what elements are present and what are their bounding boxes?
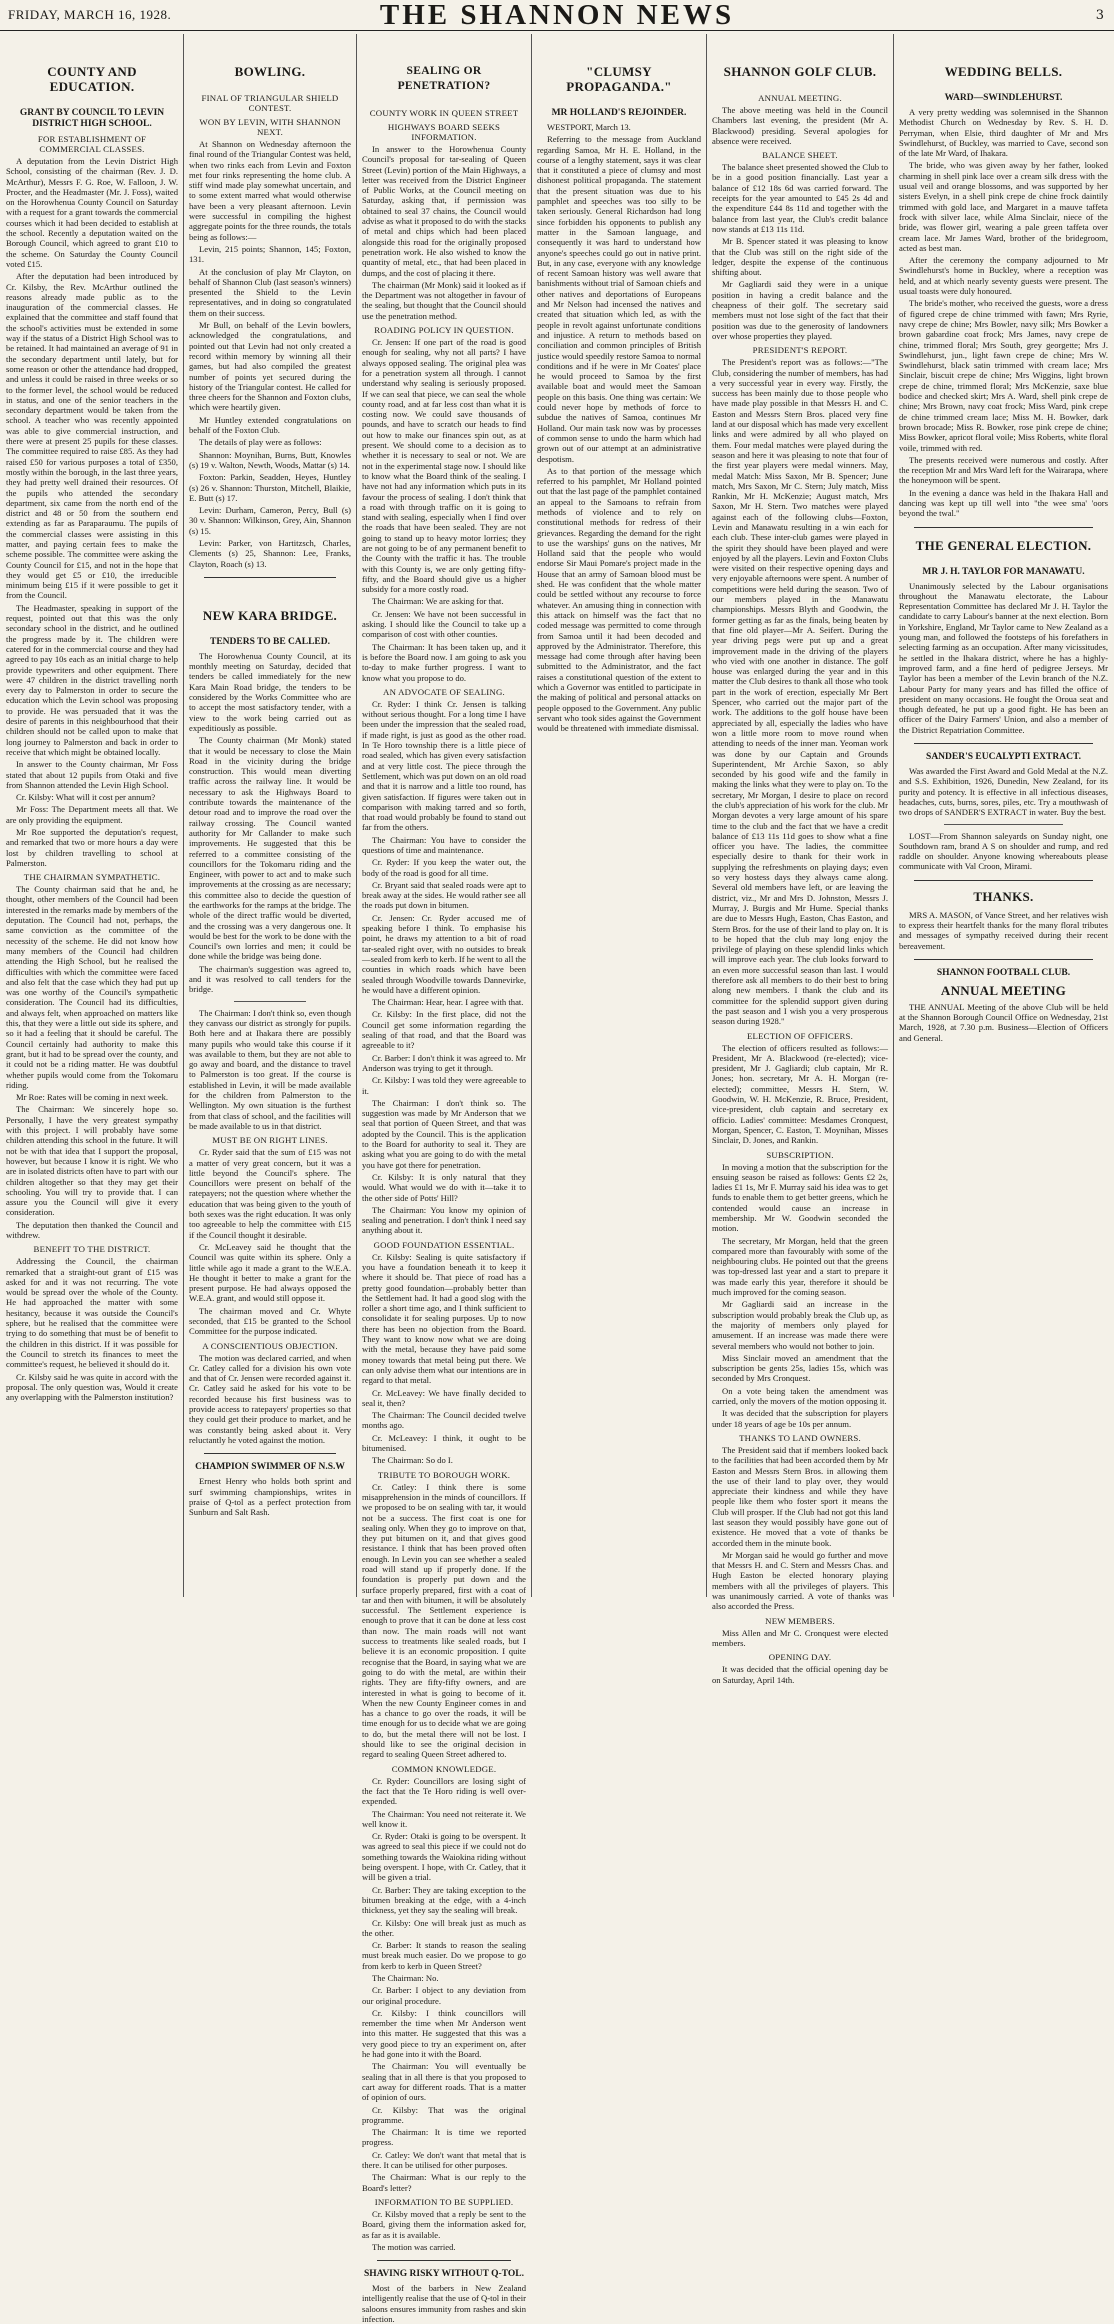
paragraph: Cr. Kilsby: That was the original programme. — [362, 2104, 526, 2125]
subheading: MR HOLLAND'S REJOINDER. — [551, 108, 687, 118]
headline-shaving: SHAVING RISKY WITHOUT Q-TOL. — [364, 2269, 524, 2280]
section-heading: THE CHAIRMAN SYMPATHETIC. — [23, 872, 161, 883]
paragraph: Cr. Jensen: If one part of the road is good enough for sealing, why not all parts? I have always opposed sealing. The original plea was for a penetration system all through. I cannot understand why sealing is seriously proposed. If we can seal that piece, we can seal the whole county road, and at far less cost than what it is costing now. We could save thousands of pounds, and have to scratch our heads to find out how to make our finances spin out, as at present. We should come to a decision as to whether it is necessary to seal or not. We are not in the experimental stage now. I should like to know what the Board think of the sealing. I have not had any information which puts in its favour the process of sealing. I don't think that a road with through traffic on it is going to stand with sealing, especially when I find over the roads that have been sealed. They are not going to stand up to heavy motor lorries; they are not going to be of any permanent benefit to the County with the traffic it has. The trouble with this County is, we are only getting fifty-fifty, and the Board should give us a higher subsidy for a more costly road. — [362, 337, 526, 595]
article-body — [712, 105, 888, 146]
paragraph: The Chairman: I don't think so. The suggestion was made by Mr Anderson that we seal that portion of Queen Street, and that was adopted by the Council. This is the application to the Board for authority to seal it. They are asking what you are going to do with the metal you have got there for penetration. — [362, 1097, 526, 1170]
thanks-notice: MRS A. MASON, of Vance Street, and her relatives wish to express their heartfelt thanks for the many floral tributes and messages of sympathy received during their recent bereavement. — [899, 909, 1108, 951]
headline-sealing: SEALING OR PENETRATION? — [397, 65, 491, 92]
paragraph: Cr. Kilsby: I think councillors will remember the time when Mr Anderson went into this matter. He suggested that this was a very good piece to try an experiment on, after he had gone into it with the Board. — [362, 2007, 526, 2060]
paragraph: The bride's mother, who received the guests, wore a dress of figured crepe de chine trimmed with fawn; Mrs Ryrie, navy crepe de chine; Mrs Bowler, navy silk; Mrs Bowker a brown gabardine coat frock; Mrs James, navy crepe de chine, trimmed floral; Mrs South, grey georgette; Mrs J. Swindlehurst, jun., light fawn crepe de chine; Mrs W. Swindlehurst, black satin trimmed with cream lace; Mrs Sinclair, biscuit crepe de chine; Mrs Wiggins, light brown crepe de chine, trimmed floral; Mrs McKenzie, saxe blue bodice and checked skirt; Mrs A. Ward, shell pink crepe de chine; Mrs Brown, navy coat frock; Miss Ward, pink crepe de chine trimmed cream lace; Miss M. H. Bowker, dark brown brocade; Miss R. Bowker, rose pink crepe de chine; Miss Bowker, apricot floral voile; Miss Roberts, white floral voile, trimmed with red. — [899, 298, 1108, 453]
paragraph: The bride, who was given away by her father, looked charming in shell pink lace over a cream silk dress with the usual veil and orange blossoms, and was supported by her sisters Evelyn, in a shell pink crepe de chine frock daintily trimmed with gold lace, and Margaret in a mauve taffeta frock with silver lace, while Alma Sinclair, niece of the bride, was flower girl, wearing a pale green taffeta over cream lace. Mr James Ward, brother of the bridegroom, acted as best man. — [899, 160, 1108, 253]
paragraph: The chairman (Mr Monk) said it looked as if the Department was not altogether in favour of the sealing, but thought that the Council should use the penetration method. — [362, 279, 526, 321]
advert-body — [189, 1476, 351, 1517]
paragraph: Mr Foss: The Department meets all that. We are only providing the equipment. — [6, 804, 178, 825]
section-heading: OPENING DAY. — [768, 1652, 832, 1663]
headline-golf-club: SHANNON GOLF CLUB. — [723, 64, 877, 79]
paragraph: Miss Allen and Mr C. Cronquest were elected members. — [712, 1627, 888, 1648]
article-body — [899, 581, 1108, 735]
article-body — [189, 139, 351, 569]
paragraph: The Chairman: What is our reply to the Board's letter? — [362, 2172, 526, 2193]
paragraph: The President's report was as follows:—"The Club, considering the number of members, has had a very successful year in every way. Firstly, the success has been mainly due to those people who have made play possible in that Messrs H. and C. Easton and Messrs Stern Bros. placed very fine land at our disposal which has made very excellent links and were admired by all who played on them. Four medal matches were played during the season and here it was pleasing to note that four of the first year players were medal winners. May, medal Match: Miss Saxon, Mr B. Spencer; June match, Mrs Saxon, Mr C. Stern; July match, Miss Rankin, Mr H. McKenzie; August match, Mrs Saxon, Mr H. Stern. Two matches were played against each of the following clubs—Foxton, Levin and Manawatu resulting in a win each for each club. These inter-club games were played in the spirit they should have been played and were enjoyed by all the players. Levin and Foxton Clubs were visited on their respective opening days and very enjoyable afternoons were spent. A number of competitions were held during the season. Two of our members played in the Manawatu championships. Messrs Blyth and Goodwin, the former getting as far as the finals, being beaten by that fine old player—Mr A. Seifert. During the year driving pegs were put up and a great improvement made in the driving of the players who vied with one another in distance. The golf house was enlarged during the year and in this matter the Club desires to thank all those who took part in the work of erection, especially Mr Bert Spencer, who carried out the major part of the work. The additions to the golf house have been appreciated by all, especially the ladies who have won a little more room to move round when attending to needs of the inner man. Yeoman work was done by our Captain and Grounds Superintendent, Mr Archie Saxon, so ably seconded by his good wife and the family in making the links what they were to play on. To the secretary, Mr Morgan, I desire to place on record the club's appreciation of his work for the club. Mr Morgan devotes a very large amount of his spare time to the club and the fact that we have a credit balance of £13 11s 11d goes to show what a fine officer you have. The ladies, the committee especially desire to thank for their work in supplying the refreshments on playing days; even so very hostess days they always came along. Several old members have left, or are leaving the district, viz., Mr and Mrs D. Johnston, Messrs J. Murray, J. Burgis and Mr Hume. Special thanks are due to Messrs Hugh, Easton, Chas Easton, and Stern Bros. for the use of their land to play on. It is to be hoped that the club may long enjoy the privilege of playing on these splendid links which will improve each year. The club looks forward to an even more successful season than last. I would therefore ask all members to do their best to bring along new members. I thank the club and its committee for the splendid support given during the past season and I wish you a very prosperous season during 1928." — [712, 357, 888, 1027]
subheading: MR J. H. TAYLOR FOR MANAWATU. — [922, 566, 1085, 577]
subheading: ANNUAL MEETING. — [758, 93, 842, 103]
paragraph: Cr. McLeavey said he thought that the Council was quite within its sphere. Only a little while ago it made a grant to the W.E.A. He thought it better to make a grant for the present purpose. He had always opposed the W.E.A. grant, and would still oppose it. — [189, 1241, 351, 1304]
paragraph: Cr. McLeavey: We have finally decided to seal it, then? — [362, 1387, 526, 1408]
paragraph: Cr. Ryder said that the sum of £15 was not a matter of very great concern, but it was a little beyond the Council's sphere. The Councillors were present on behalf of the ratepayers; not the question where whether the education that was being given to the youth of both sexes was the right education. It was only too agreeable to help the committee with £15 if the Council thought it desirable. — [189, 1147, 351, 1240]
paragraph: In moving a motion that the subscription for the ensuing season be raised as follows: Gents £2 2s, ladies £1 1s, Mr F. Murray said his idea was to get funds to enable them to get better greens, which he contended would cause an increase in membership. Mr W. Goodwin seconded the motion. — [712, 1161, 888, 1234]
section-heading: INFORMATION TO BE SUPPLIED. — [374, 2196, 514, 2207]
paragraph: A very pretty wedding was solemnised in the Shannon Methodist Church on Wednesday by Rev. S. H. D. Perryman, when Elsie, third daughter of Mr and Mrs Swindlehurst, of Buckley, was married to Cave, second son of the late Mr Ward, of Ihakara. — [899, 107, 1108, 159]
paragraph: Foxton: Parkin, Seadden, Heyes, Huntley (s) 26 v. Shannon: Thurston, Mitchell, Blaikie, E. Butt (s) 17. — [189, 472, 351, 503]
section-heading: ROADING POLICY IN QUESTION. — [374, 325, 514, 336]
column-rule — [706, 34, 707, 1597]
column-sealing — [362, 36, 526, 2324]
paragraph: The Headmaster, speaking in support of the request, pointed out that this was the only secondary school in the district, and he outlined the progress made by it. The children were catered for in the commercial course and they had agreed to pay 10s each as an initial charge to help provide typewriters and other equipment. There were 47 children in the district travelling north every day to Palmerston in order to secure the education which the Levin school was proposing to provide. He was persuaded that it was the desire of parents in this neighbourhood that their children should not be called upon to make that long journey to Palmerston and back in order to receive that which might be obtained locally. — [6, 602, 178, 757]
paragraph: It was decided that the subscription for players under 18 years of age be 10s per annum. — [712, 1408, 888, 1429]
subheading: FOR ESTABLISHMENT OF COMMERCIAL CLASSES. — [37, 134, 147, 154]
paragraph: Cr. Kilsby: What will it cost per annum? — [16, 792, 156, 803]
subheading: GRANT BY COUNCIL TO LEVIN DISTRICT HIGH SCHOOL. — [19, 108, 165, 129]
article-body — [712, 162, 888, 341]
issue-date: FRIDAY, MARCH 16, 1928. — [8, 7, 172, 22]
article-body — [712, 1664, 888, 1685]
section-heading: MUST BE ON RIGHT LINES. — [212, 1135, 328, 1146]
paragraph: The Chairman: It has been taken up, and it is before the Board now. I am going to ask you to-day to make further progress. I want to know what you propose to do. — [362, 641, 526, 683]
paragraph: Cr. Ryder: If you keep the water out, the body of the road is good for all time. — [362, 857, 526, 878]
article-body — [189, 1353, 351, 1446]
lost-notice: LOST—From Shannon saleyards on Sunday night, one Southdown ram, brand A S on shoulder and rump, and red raddle on shoulder. Anyone knowing whereabouts please communicate with Val Croon, Mirami. — [899, 830, 1108, 872]
column-golf-club — [712, 36, 888, 1685]
paragraph: In the evening a dance was held in the Ihakara Hall and dancing was kept up till well into "the wee sma' 'oors beyond the twal." — [899, 487, 1108, 519]
paragraph: The motion was carried. — [372, 2241, 456, 2252]
section-heading: BENEFIT TO THE DISTRICT. — [33, 1244, 151, 1255]
paragraph: In answer to the Horowhenua County Council's proposal for tar-sealing of Queen Street (Levin) portion of the Main Highways, a letter was received from the District Engineer of Public Works, at the Council meeting on Saturday, asking that, if permission was obtained to seal 37 chains, the Council would advise as what it proposed to do with the stacks of metal and chips which had been placed alongside this road for the originally proposed penetration work. He also wished to know the quantity of metal, etc., that had been placed in dumps, and the cost of placing it there. — [362, 144, 526, 278]
paragraph: The Chairman: You have to consider the questions of time and maintenance. — [362, 834, 526, 855]
paragraph: The presents received were numerous and costly. After the reception Mr and Mrs Ward left for the Wairarapa, where the honeymoon will be spent. — [899, 454, 1108, 486]
article-body — [362, 1776, 526, 2193]
paragraph: After the ceremony the company adjourned to Mr Swindlehurst's home in Buckley, where a reception was held, and at which nearly seventy guests were present. The usual toasts were duly honoured. — [899, 255, 1108, 297]
article-body — [712, 1628, 888, 1649]
paragraph: The motion was declared carried, and when Cr. Catley called for a division his own vote and that of Cr. Jensen were recorded against it. Cr. Catley said he asked for his vote to be recorded because his first business was to provide access to ratepayers' properties so that they could get their produce to market, and he was constantly being asked about it. Very reluctantly he voted against the motion. — [189, 1352, 351, 1445]
paragraph: Mr Gagliardi said they were in a unique position in having a credit balance and the cheapness of their golf. The secretary said members must not lose sight of the fact that their position was due to the generosity of landowners over whose properties they played. — [712, 279, 888, 341]
paragraph: Mr Huntley extended congratulations on behalf of the Foxton Club. — [189, 414, 351, 436]
section-heading: GOOD FOUNDATION ESSENTIAL. — [373, 1239, 515, 1250]
paragraph: The secretary, Mr Morgan, held that the green compared more than favourably with some of the neighbouring clubs. He pointed out that the greens was top-dressed last year and a start to prepare it was made early this year, therefore it should be much improved for the coming season. — [712, 1235, 888, 1298]
section-heading: BALANCE SHEET. — [762, 150, 838, 161]
paragraph: Cr. Barber: I object to any deviation from our original procedure. — [362, 1985, 526, 2006]
paragraph: The deputation then thanked the Council and withdrew. — [6, 1219, 178, 1240]
article-body — [712, 1162, 888, 1429]
paragraph: The Chairman: You will eventually be sealing that in all there is that you proposed to cart away for different roads. That is a matter of opinion of ours. — [362, 2061, 526, 2103]
headline-county-education: COUNTY AND EDUCATION. — [47, 64, 137, 94]
paragraph: Cr. McLeavey: I think, it ought to be bitumenised. — [362, 1432, 526, 1454]
page-number: 3 — [1095, 8, 1104, 23]
paragraph: Mr Bull, on behalf of the Levin bowlers, acknowledged the congratulations, and pointed out that Levin had not only created a record within memory by winning all their games, but had also compiled the greatest number of points yet secured during the history of the Triangular contest. He called for three cheers for the Shannon and Foxton clubs, which were heartily given. — [189, 320, 351, 413]
article-body — [189, 1147, 351, 1336]
paragraph: Addressing the Council, the chairman remarked that a straight-out grant of £15 was asked for and it was not recurring. The vote would be spread over the whole of the County. He had approached the matter with some hesitancy, because it was outside the Council's sphere, but he realised that the committee were trying to do something that must be of benefit to the children in this district. If it was possible for the Council to stretch its finances to meet the committee's request, he believed it should do it. — [6, 1256, 178, 1370]
paragraph: At Shannon on Wednesday afternoon the final round of the Triangular Contest was held, when two rinks each from Levin and Foxton met four rinks representing the home club. A stiff wind made play somewhat uncertain, and to some extent marred what would otherwise have been a very pleasant afternoon. Levin were successful in compiling the highest aggregate points for the three rounds, the totals being as follows:— — [189, 139, 351, 242]
article-body — [362, 2209, 526, 2252]
headline-kara-bridge: NEW KARA BRIDGE. — [202, 607, 338, 623]
paragraph: The Chairman: You need not reiterate it. We well know it. — [362, 1808, 526, 1829]
article-body — [6, 156, 178, 868]
column-rule — [893, 34, 894, 1597]
paragraph: In answer to the County chairman, Mr Foss stated that about 12 pupils from Otaki and five from Shannon attended the Levin High School. — [6, 759, 178, 790]
headline-champion-swimmer: CHAMPION SWIMMER OF N.S.W — [195, 1462, 345, 1473]
advert-body — [362, 2283, 526, 2324]
paragraph: Cr. Kilsby: I was told they were agreeable to it. — [362, 1075, 526, 1096]
section-heading: A CONSCIENTIOUS OBJECTION. — [202, 1340, 338, 1351]
headline-clumsy-propaganda: "CLUMSY PROPAGANDA." — [566, 64, 672, 94]
article-body — [712, 1043, 888, 1146]
paragraph: The Chairman: We sincerely hope so. Personally, I have the very greatest sympathy with this project. I will probably have some children attending this school in the future. It will not be with that idea that I support the proposal, however, but because I know it is right. We who are in isolated districts often have to part with our children altogether so that they may get their schooling. You will try to provide that. I can assure you the Council will give it every consideration. — [6, 1104, 178, 1218]
paragraph: Cr. Ryder: Otaki is going to be overspent. It was agreed to seal this piece if we could not do something towards the Waiokina riding without being overspent. I hope, with Cr. Catley, that it will be given a trial. — [362, 1831, 526, 1883]
paragraph: Cr. Kilsby said he was quite in accord with the proposal. The only question was, Would it create any overlapping with the Palmerston institution? — [6, 1371, 178, 1403]
paragraph: Mr Morgan said he would go further and move that Messrs H. and C. Stern and Messrs Chas. and Hugh Easton be elected honorary playing members with all the privileges of players. This was unanimously carried. A vote of thanks was also accorded the Press. — [712, 1549, 888, 1612]
paragraph: The Chairman: You know my opinion of sealing and penetration. I don't think I need say anything about it. — [362, 1204, 526, 1236]
section-heading: SUBSCRIPTION. — [766, 1149, 834, 1160]
paragraph: Was awarded the First Award and Gold Medal at the N.Z. and S.S. Exhibition, 1926, Dunedin, New Zealand, for its purity and potency. It is effective in all infectious diseases, headaches, cuts, burns, sores, piles, etc. Try a mouthwash of two drops of SANDER'S EXTRACT in water. Buy the best. — [899, 766, 1108, 818]
column-rule — [183, 34, 184, 1597]
headline-football-club: SHANNON FOOTBALL CLUB. — [936, 967, 1071, 978]
paragraph: Cr. Kilsby: In the first place, did not the Council get some information regarding the sealing of that road, and that the Board was agreeable to it? — [362, 1009, 526, 1051]
section-heading: THANKS TO LAND OWNERS. — [739, 1432, 861, 1443]
paragraph: Shannon: Moynihan, Burns, Butt, Knowles (s) 19 v. Walton, Newth, Woods, Mattar (s) 14. — [189, 449, 351, 470]
article-body — [362, 1482, 526, 1760]
paragraph: The President said that if members looked back to the facilities that had been accorded them by Mr Easton and Messrs Stern Bros. in allowing them the use of their land to play over, they would appreciate their kindness and while they have people like them who foster sport it means the Club will prosper. If the Club had not got this land last season they would possibly have gone out of existence. He moved that a vote of thanks be accorded them in the minute book. — [712, 1444, 888, 1548]
paragraph: Levin, 215 points; Shannon, 145; Foxton, 131. — [189, 243, 351, 265]
paragraph: The chairman moved and Cr. Whyte seconded, that £15 be granted to the School Committee for the purpose indicated. — [189, 1305, 351, 1337]
paragraph: Cr. Kilsby moved that a reply be sent to the Board, giving them the information asked for, as far as it is available. — [362, 2208, 526, 2240]
column-county-education — [6, 36, 178, 1597]
section-heading: TRIBUTE TO BOROUGH WORK. — [377, 1469, 511, 1480]
paragraph: The chairman's suggestion was agreed to, and it was resolved to call tenders for the bridge. — [189, 963, 351, 995]
paragraph: The above meeting was held in the Council Chambers last evening, the president (Mr A. Blackwood) presiding. Several apologies for absence were received. — [712, 105, 888, 146]
paragraph: Ernest Henry who holds both sprint and surf swimming championships, writes in praise of Q-tol as a perfect protection from Sunburn and Salt Rash. — [189, 1476, 351, 1518]
article-body — [6, 1256, 178, 1402]
article-body — [362, 337, 526, 683]
section-heading: COMMON KNOWLEDGE. — [391, 1763, 497, 1774]
headline-thanks: THANKS. — [973, 888, 1034, 904]
headline-general-election: THE GENERAL ELECTION. — [915, 537, 1092, 553]
section-heading: AN ADVOCATE OF SEALING. — [383, 686, 505, 697]
article-body — [537, 122, 701, 734]
masthead — [0, 0, 1114, 31]
subheading: WARD—SWINDLEHURST. — [944, 93, 1063, 103]
column-rule — [356, 34, 357, 1597]
paragraph: At the conclusion of play Mr Clayton, on behalf of Shannon Club (last season's winners) presented the Shield to the Levin representatives, and in doing so congratulated them on their success. — [189, 266, 351, 318]
paragraph: The Chairman: It is time we reported progress. — [362, 2127, 526, 2148]
paragraph: Cr. Kilsby: It is only natural that they would. What would we do with it—take it to the other side of Potts' Hill? — [362, 1171, 526, 1203]
paragraph: The Chairman: So do I. — [372, 1455, 453, 1466]
paragraph: Mr Roe: Rates will be coming in next week. — [16, 1092, 169, 1103]
advert-body — [899, 766, 1108, 817]
column-bowling — [189, 36, 351, 1597]
paragraph: Levin: Durham, Cameron, Percy, Bull (s) 30 v. Shannon: Wilkinson, Grey, Ain, Shannon (s) 15. — [189, 505, 351, 536]
article-body — [6, 884, 178, 1240]
paragraph: Cr. Catley: We don't want that metal that is there. It can be utilised for other purposes. — [362, 2149, 526, 2171]
article-body — [899, 107, 1108, 519]
paragraph: WESTPORT, March 13. — [547, 122, 631, 132]
article-body — [712, 1445, 888, 1612]
section-heading: NEW MEMBERS. — [765, 1615, 835, 1626]
paragraph: The Horowhenua County Council, at its monthly meeting on Saturday, decided that tenders be called immediately for the new Kara Main Road bridge, the tenders to be considered by the Works Committee who are to accept the most satisfactory tender, with a view to the work being carried out as expeditiously as possible. — [189, 650, 351, 733]
paragraph: It was decided that the official opening day be on Saturday, April 14th. — [712, 1664, 888, 1685]
paragraph: Cr. Bryant said that sealed roads were apt to break away at the sides. He would rather see all the roads put down in bitumen. — [362, 879, 526, 911]
subheading: WON BY LEVIN, WITH SHANNON NEXT. — [199, 117, 341, 137]
column-rule — [531, 34, 532, 1597]
paragraph: The balance sheet presented showed the Club to be in a good position financially. Last year a balance of £12 18s 6d was carried forward. The receipts for the year amounted to £45 2s 4d and the expenditure £44 8s 11d and together with the balance from last year, the Club's credit balance now stands at £13 11s 11d. — [712, 162, 888, 234]
paragraph: Mr Gagliardi said an increase in the subscription would probably break the Club up, as the majority of members only played for amusement. If an increase was made there were several members who would not bother to join. — [712, 1299, 888, 1351]
paragraph: A deputation from the Levin District High School, consisting of the chairman (Rev. J. D. McArthur), Messrs F. G. Roe, W. Falloon, J. W. Procter, and the Headmaster (Mr. J. Foss), waited on the Horowhenua County Council on Saturday with a request for a grant towards the commercial courses which it had been decided to establish at the school. Recently a deputation waited on the Borough Council, which agreed to grant £10 to the scheme. On Saturday the County Council voted £15. — [6, 156, 178, 269]
section-heading: ELECTION OF OFFICERS. — [746, 1030, 854, 1041]
paragraph: The Chairman: We are asking for that. — [372, 596, 504, 607]
column-wedding-bells — [899, 36, 1108, 1597]
paragraph: The details of play were as follows: — [199, 437, 322, 448]
article-body — [362, 1252, 526, 1466]
article-body — [189, 651, 351, 995]
paragraph: The Chairman: No. — [372, 1972, 439, 1983]
paragraph: Levin: Parker, von Hartitzsch, Charles, Clements (s) 25, Shannon: Lee, Franks, Clayton, Roach (s) 13. — [189, 537, 351, 569]
paragraph: As to that portion of the message which referred to his pamphlet, Mr Holland pointed out that the last page of the pamphlet contained an appeal to the Samoans to refrain from methods of violence and to rely on constitutional methods for redress of their grievances. Regarding the demand for the right to use the warships' guns on the natives, Mr Holland said that the people who would endorse Sir Maui Pomare's project made in the House that an army of Samoan blood must be shed. He was confident that the whole matter could be settled without any recourse to force whatever. An amusing thing in connection with this attack on himself was the fact that no coded message was permitted to come through from Samoa until it had been decoded and approved by the Administrator. Therefore, this message had come through after having been submitted to the Administrator, and the fact raises a constitutional question of the extent to which a Governor was entitled to participate in the making of political and personal attacks on people opposed to the Government. Any public servant who took sides against the Government would be threatened with immediate dismissal. — [537, 465, 701, 734]
paragraph: Miss Sinclair moved an amendment that the subscription be gents 25s, ladies 15s, which was seconded by Mrs Cronquest. — [712, 1352, 888, 1384]
paragraph: The Chairman: The Council decided twelve months ago. — [362, 1410, 526, 1431]
paragraph: Most of the barbers in New Zealand intelligently realise that the use of Q-tol in their saloons ensures immunity from rashes and skin infection. — [362, 2283, 526, 2324]
paragraph: The County chairman said that he and, he thought, other members of the Council had been interested in the remarks made by members of the deputation. The Council had not, perhaps, the same conviction as the committee of the necessity of the scheme. He did not know how many members of the Council had children attending the High School, but he realised the difficulties with which the committee were faced and also felt that the case which they had put up was one worthy of the Council's sympathetic consideration. The Council had its difficulties, and always felt, when approached on matters like this, that they were a little out side its sphere, and so it had a feeling that it should be careful. The Council certainly had authority to make this grant, but it had to be spread over the county, and it could not be a riding matter. He was doubtful whether pupils would come from the Tokomaru riding. — [6, 884, 178, 1090]
article-body — [362, 144, 526, 321]
subheading: COUNTY WORK IN QUEEN STREET — [369, 108, 519, 118]
newspaper-title: THE SHANNON NEWS — [379, 0, 735, 31]
headline-sanders-extract: SANDER'S EUCALYPTI EXTRACT. — [926, 752, 1081, 763]
football-annual-meeting: ANNUAL MEETING — [940, 982, 1067, 998]
section-heading: PRESIDENT'S REPORT. — [752, 345, 848, 356]
paragraph: The County chairman (Mr Monk) stated that it would be necessary to close the Main Road in the vicinity during the bridge construction. This would mean diverting traffic across the railway line. It would be necessary to ask the Highways Board to contribute towards the maintenance of the detour road and to improve the road over the railway crossing. The Council wanted authority for Mr Callander to make such improvements. He suggested that this be referred to a committee consisting of the councillors for the Tokomaru riding and the Engineer, with power to act and to make such improvements at the crossing as are necessary; this committee also to decide the question of the earthworks for the ramps at the bridge. The whole of the direct traffic would be diverted, and the crossing was a very dangerous one. It would be best for the work to be done with the Council's own lorries and men; it could be done while the bridge was being done. — [189, 735, 351, 962]
paragraph: Mr B. Spencer stated it was pleasing to know that the Club was still on the right side of the ledger, despite the expense of the continuous shifting about. — [712, 236, 888, 278]
paragraph: Referring to the message from Auckland regarding Samoa, Mr H. E. Holland, in the course of a lengthy statement, says it was clear that it constituted a piece of clumsy and most dishonest political propaganda. The statement that the present situation was due to his pamphlet and speeches was too silly to be taken seriously. General Richardson had long since forbidden his opponents to publish any matter in the Samoan language, and consequently it was hard to understand how anyone's speeches could go out in native print. But, in any case, everyone with any knowledge of recent Samoan history was well aware that banishments without trial of Samoan chiefs and other natives and deportations of Europeans and Mr Nelson had incensed the natives and created that situation which led, as with the people in revolt against unfortunate conditions and injustice. A return to methods based on conciliation and common principles of British justice would speedily restore Samoa to normal conditions and if he were in Mr Coates' place he would proceed to Samoa by the first available boat and would meet the Samoan people on this basis. One thing was certain: We could never hope by methods of force to subdue the natives of Samoa, continues Mr Holland. Our main task now was by processes of common sense to undo the harm which had grown out of our attempt at an administrative despotism. — [537, 134, 701, 464]
paragraph: The Chairman: I don't think so, even though they canvass our district as strongly for pupils. Both here and at Ihakara there are possibly many pupils who would take this course if it was available to them, but they are not able to go away and board, and the distance to travel to Palmerston is too great. If the course is established in Levin, it will be made available for the children from Palmerston to the Wellington. My own situation is the furthest from that class of school, and the facilities will be made available to us in that district. — [189, 1007, 351, 1131]
paragraph: Cr. Jensen: We have not been successful in asking. I should like the Council to take up a comparison of cost with other counties. — [362, 608, 526, 640]
paragraph: Cr. Barber: They are taking exception to the bitumen breaking at the edge, with a 4-inch thickness, yet they say the sealing will break. — [362, 1884, 526, 1916]
paragraph: Cr. Catley: I think there is some misapprehension in the minds of councillors. If we proposed to be on sealing with tar, it would not be a success. The first coat is one for sealing only. When they go to improve on that, they put bitumen on it, and that gives good resistance. I think that has been proved often enough. In Levin you can see whether a sealed road will stand up if properly done. If the foundation is properly put down and the surface properly prepared, first with a coat of tar and then with bitumen, it will be absolutely successful. The Settlement experience is enough to prove that it can be done at less cost than now. The main roads will not want success to treatments like sealed roads, but I believe it is an economic proposition. I quite recognise that the Board, in saying what we are going to do with the metal, are within their rights. They are fifty-fifty owners, and are interested in what is going to become of it. When the new County Engineer comes in and has a chance to go over the roads, it will be time enough for us to decide what we are going to do, but the metal there will not be lost. I should like to see the original decision in regard to sealing Queen Street adhered to. — [362, 1481, 526, 1760]
article-body — [712, 357, 888, 1026]
headline-bowling: BOWLING. — [234, 64, 306, 79]
football-notice: THE ANNUAL Meeting of the above Club will be held at the Shannon Borough Council Office on Wednesday, 21st March, 1928, at 7.30 p.m. Business—Election of Officers and General. — [899, 1001, 1108, 1043]
paragraph: Cr. Barber: It stands to reason the sealing must break much easier. Do we propose to go from kerb to kerb in Queen Street? — [362, 1940, 526, 1971]
paragraph: Cr. Barber: I don't think it was agreed to. Mr Anderson was trying to get it through. — [362, 1052, 526, 1073]
paragraph: After the deputation had been introduced by Cr. Kilsby, the Rev. McArthur outlined the reasons already made public as to the inauguration of the commercial classes. He explained that the committee and staff found that the school's activities must be extended in some way if the status of a District High School was to be retained. It had maintained an average of 91 in the secondary department until lately, but for some reason or other the attendance had dropped, and unless it could be raised in three weeks or so to the former level, the school would be reduced in status, and one of the senior teachers in the secondary department would be taken from the school. A teacher who was recently appointed was able to give commercial instruction, and there were at present 25 pupils for these classes. The committee required to raise £85. As they had raised £50 for various purposes a total of £350, mostly within the borough, in the last three years, they had pretty well drained their resources. Of the pupils who attended the secondary department, six came from the north end of the district and 48 or 50 from the southern end extending as far as Paraparaumu. The pupils of the commercial classes were assisting in this matter, and paying certain fees to make the scheme possible. The committee were asking the County Council for £15, and not in the hope that they would get £5 or £10, the irreducible minimum being £15 if it were possible to get it from the Council. — [6, 271, 178, 601]
paragraph: Cr. Ryder: Councillors are losing sight of the fact that the Te Horo riding is well over-expended. — [362, 1775, 526, 1807]
subheading: FINAL OF TRIANGULAR SHIELD CONTEST. — [201, 93, 339, 113]
article-body — [189, 1008, 351, 1132]
subheading: TENDERS TO BE CALLED. — [209, 636, 331, 647]
paragraph: On a vote being taken the amendment was carried, only the movers of the motion opposing it. — [712, 1385, 888, 1407]
headline-wedding-bells: WEDDING BELLS. — [944, 64, 1063, 79]
paragraph: Cr. Ryder: I think Cr. Jensen is talking without serious thought. For a long time I have been under the impression that the sealed road, if made right, is just as good as the other road. In Te Horo township there is a little piece of road sealed, which has given every satisfaction and at very little cost. The piece through the Settlement, which was put down on an old road and that it is narrow and a little too round, has given satisfaction. If figures were taken out in comparison with making tarred and so forth, that road would probably be found to stand out far from the others. — [362, 698, 526, 833]
paragraph: Unanimously selected by the Labour organisations throughout the Manawatu electorate, the Labour Representation Committee has declared Mr J. H. Taylor the candidate to carry Labour's banner at the next election. Born in Yorkshire, England, Mr Taylor came to New Zealand as a young man, and followed the footsteps of his forefathers in selecting farming as an occupation. After many vicissitudes, he settled in the Ihakara district, where he has a highly-improved farm, and a fine herd of pedigree Jerseys. Mr Taylor has been a member of the Levin branch of the N.Z. Labour Party for many years and has filled the office of president on many occasions. He fought the Oroua seat and though defeated, he put up a good fight. He has been an officer of the Dairy Farmers' Union, and also a member of the District Repatriation Committee. — [899, 580, 1108, 735]
paragraph: Mr Roe supported the deputation's request, and remarked that two or more hours a day were lost by children travelling to school at Palmerston. — [6, 827, 178, 868]
paragraph: Cr. Kilsby: Sealing is quite satisfactory if you have a foundation beneath it to keep it where it should be. That piece of road has a pretty good foundation—probably better than the Settlement had. It had a good slog with the roller a short time ago, and I think sufficient to consolidate it for sealing purposes. Up to now there has been no objection from the Board. They want to know now what we are doing with the metal, because they have paid some money towards that metal being put there. We can only advise them what our intentions are in regard to that metal. — [362, 1251, 526, 1386]
paragraph: The Chairman: Hear, hear. I agree with that. — [372, 997, 524, 1008]
paragraph: Cr. Jensen: Cr. Ryder accused me of speaking before I think. To emphasise his point, he draws my attention to a bit of road tar-sealed right over, with no outsides to break—sealed from kerb to kerb. If he went to all the counties in which roads which have been sealed through Woodville towards Dannevirke, he would have a different opinion. — [362, 912, 526, 995]
article-body — [362, 699, 526, 1236]
subheading: HIGHWAYS BOARD SEEKS INFORMATION. — [387, 122, 501, 142]
column-clumsy-propaganda — [537, 36, 701, 1597]
paragraph: The election of officers resulted as follows:—President, Mr A. Blackwood (re-elected); vice-president, Mr J. Gagliardi; club captain, Mr R. Jones; hon. secretary, Mr A. H. Morgan (re-elected); committee, Messrs H. Stern, W. Goodwin, W. H. McKenzie, R. Bruce, President, vice-president, club captain and secretary ex officio. Ladies' committee: Mesdames Cronquest, Morgan, Spencer, C. Easton, T. Moynihan, Misses Sinclair, D. Jones, and Rankin. — [712, 1042, 888, 1146]
paragraph: Cr. Kilsby: One will break just as much as the other. — [362, 1917, 526, 1938]
